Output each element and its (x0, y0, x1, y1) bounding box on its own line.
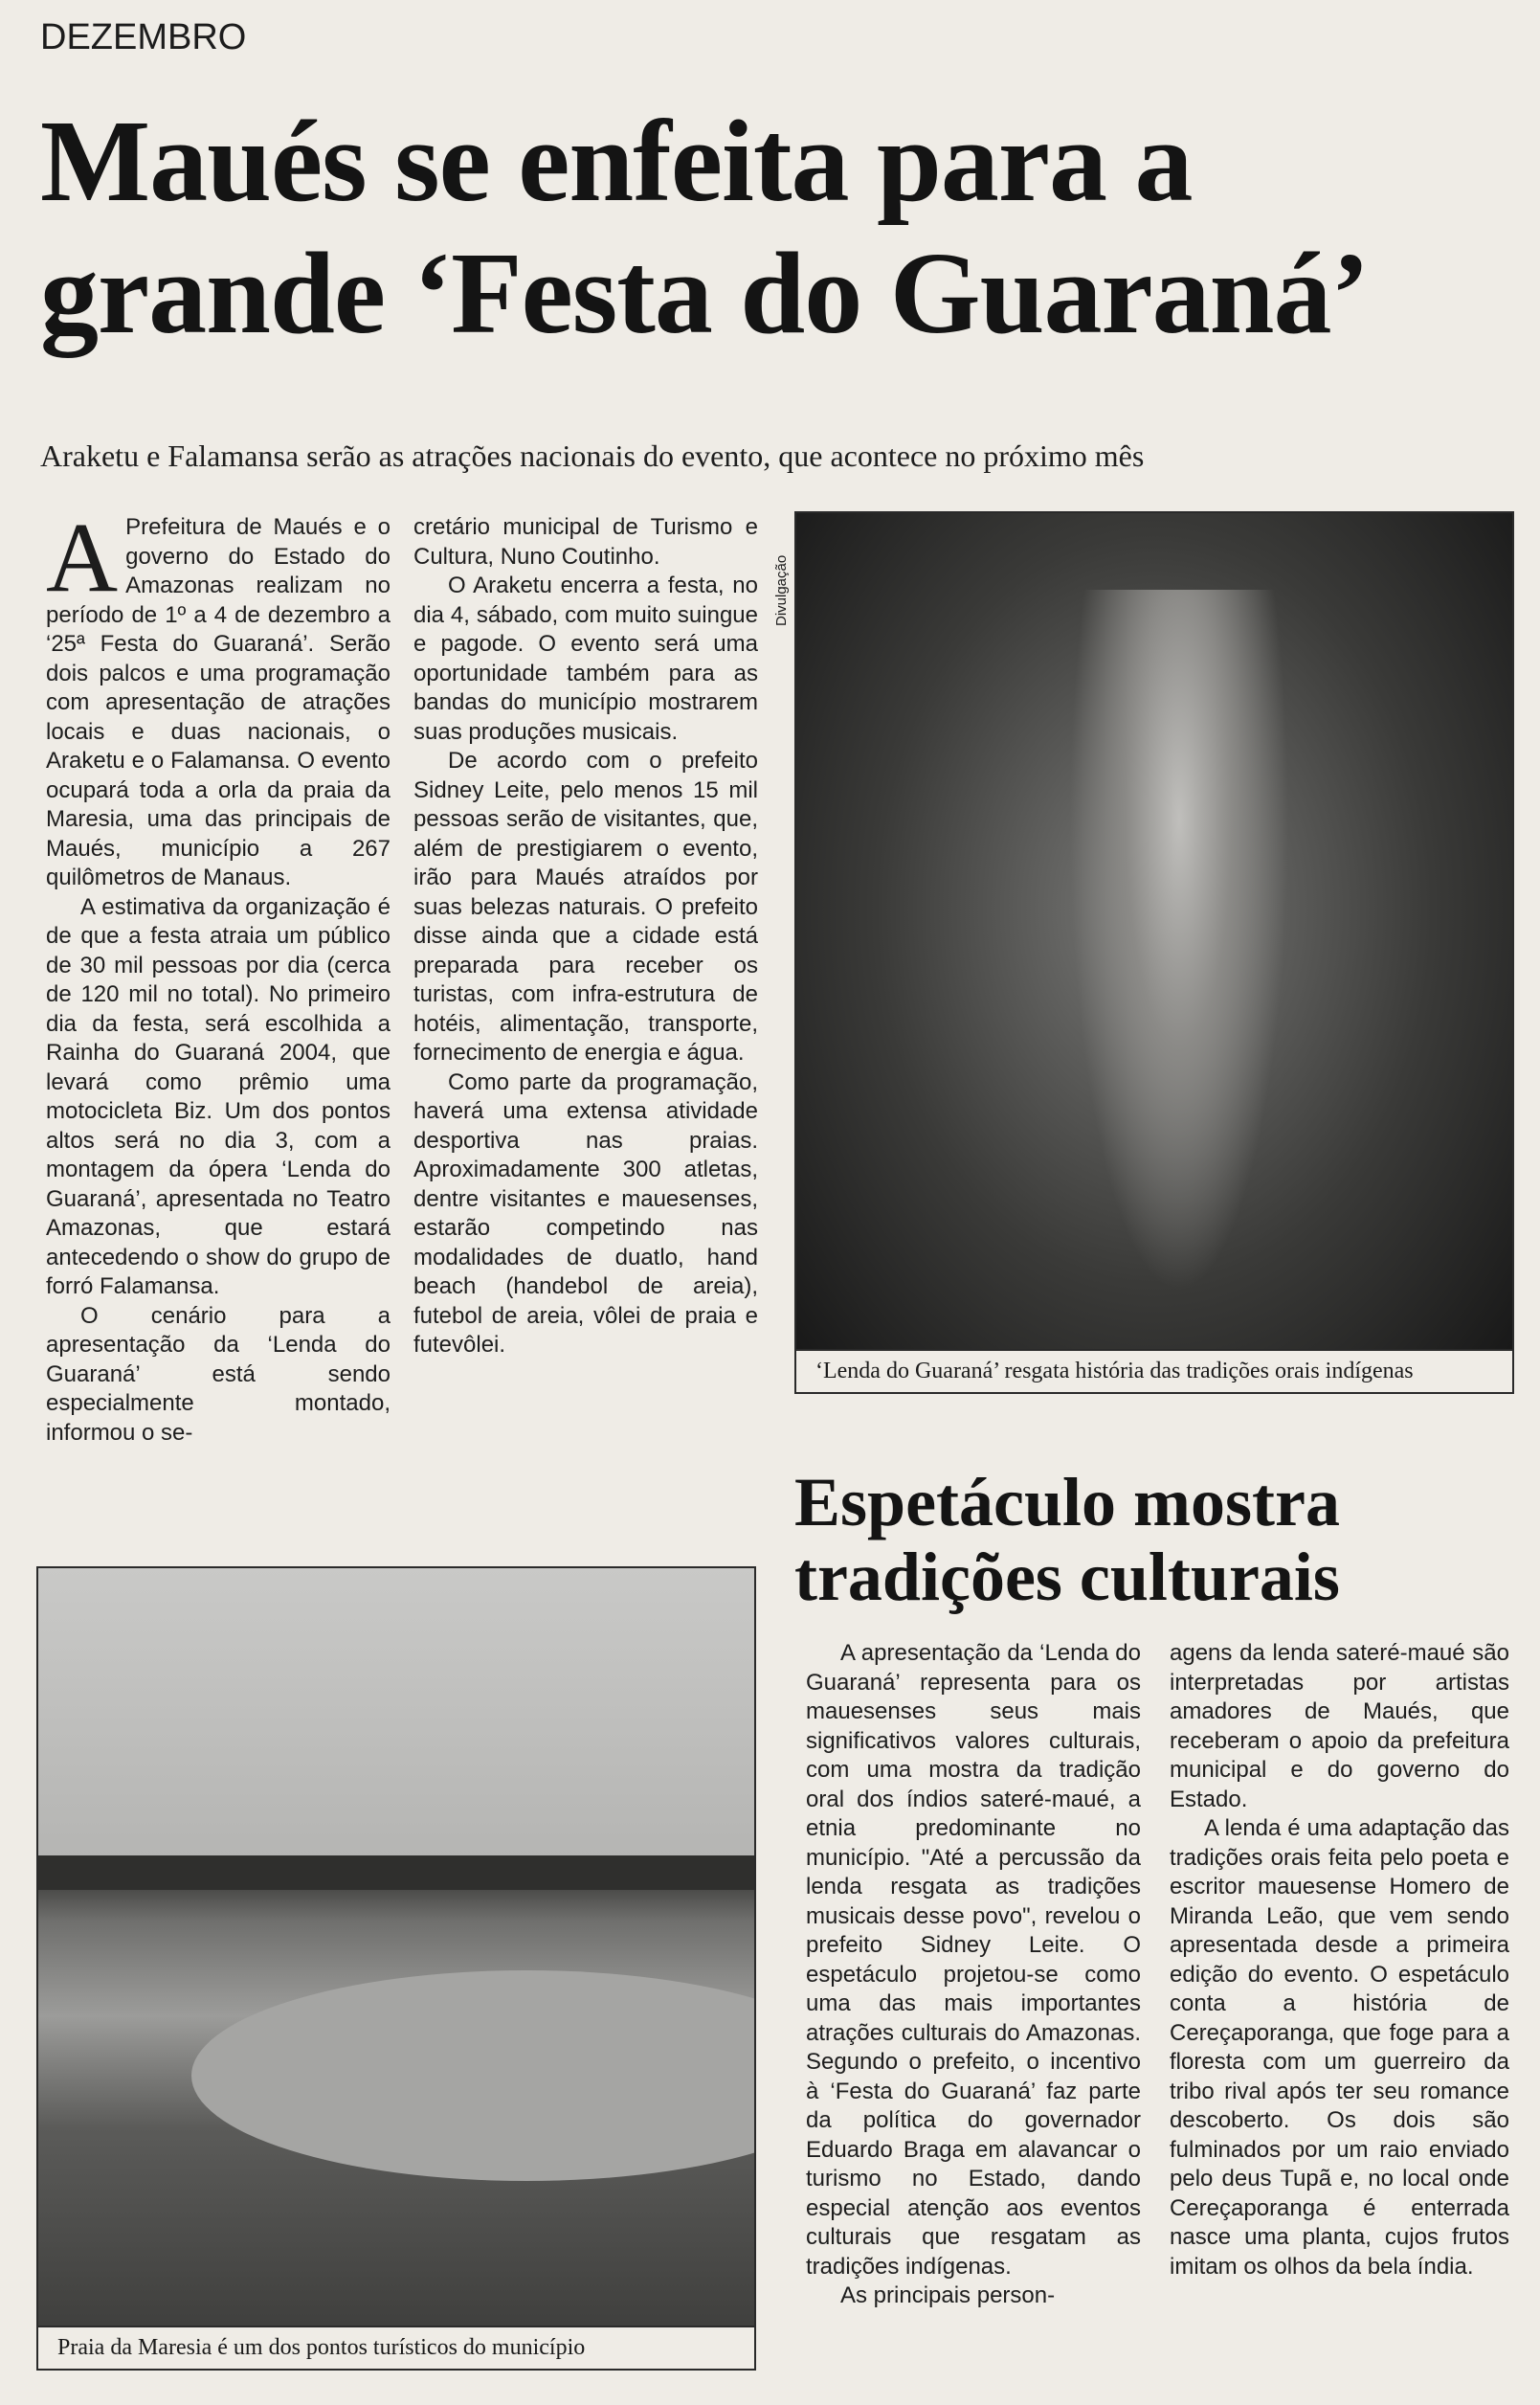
article-paragraph-4: cretário municipal de Turismo e Cultura, Nuno Coutinho. (413, 514, 758, 570)
sandbar-shape (191, 1970, 756, 2181)
article-paragraph-2: A estimativa da organização é de que a festa atraia um público de 30 mil pessoas por dia (cerca de 120 mil no total). No primeiro dia da festa, será escolhida a Rainha do Guaraná 2004, que levará como prêmio uma motocicleta Biz. Um dos pontos altos será no dia 3, com a montagem da ópera ‘Lenda do Guaraná’, apresentada no Teatro Amazonas, que estará antecedendo o show do grupo de forró Falamansa. (46, 893, 391, 1299)
section-label: DEZEMBRO (40, 17, 247, 57)
beach-photo (36, 1566, 756, 2371)
article-paragraph-6: De acordo com o prefeito Sidney Leite, pelo menos 15 mil pessoas serão de visitantes, que, além de prestigiarem o evento, irão para Maués atraídos por suas belezas naturais. O prefeito disse ainda que a cidade está preparada para receber os turistas, com infra-estrutura de hotéis, alimentação, transporte, fornecimento de energia e água. (413, 748, 758, 1066)
second-paragraph-2: As principais person- (840, 2282, 1056, 2308)
article-column-2 (413, 513, 758, 1360)
drop-cap: A (46, 503, 119, 613)
article-paragraph-3: O cenário para a apresentação da ‘Lenda do Guaraná’ está sendo especialmente montado, informou o se- (46, 1302, 391, 1446)
dancer-photo-caption: ‘Lenda do Guaraná’ resgata história das tradições orais indígenas (796, 1349, 1512, 1392)
treeline-shape (38, 1855, 754, 1890)
second-article-column-2 (1170, 1639, 1509, 2281)
second-paragraph-1: A apresentação da ‘Lenda do Guaraná’ representa para os mauesenses seus mais significativos valores culturais, com uma mostra da tradição oral dos índios sateré-maué, a etnia predominante no município. "Até a percussão da lenda resgata as tradições musicais desse povo", revelou o prefeito Sidney Leite. O espetáculo projetou-se como uma das mais importantes atrações culturais do Amazonas. Segundo o prefeito, o incentivo à ‘Festa do Guaraná’ faz parte da política do governador Eduardo Braga em alavancar o turismo no Estado, dando especial atenção aos eventos culturais que resgatam as tradições indígenas. (806, 1640, 1141, 2280)
article-paragraph-1: A Prefeitura de Maués e o governo do Estado do Amazonas realizam no período de 1º a 4 de dezembro a ‘25ª Festa do Guaraná’. Serão dois palcos e uma programação com apresentação de atrações locais e duas nacionais, o Araketu e o Falamansa. O evento ocupará toda a orla da praia da Maresia, uma das principais de Maués, município a 267 quilômetros de Manaus. (46, 503, 391, 890)
dancer-figure (1055, 590, 1304, 1356)
article-column-1 (46, 503, 391, 1448)
article-paragraph-5: O Araketu encerra a festa, no dia 4, sábado, com muito suingue e pagode. O evento será uma oportunidade também para as bandas do município mostrarem suas produções musicais. (413, 573, 758, 745)
article-paragraph-7: Como parte da programação, haverá uma extensa atividade desportiva nas praias. Aproximadamente 300 atletas, dentre visitantes e mauesenses, estarão competindo nas modalidades de duatlo, hand beach (handebol de areia), futebol de areia, vôlei de praia e futevôlei. (413, 1068, 758, 1358)
second-paragraph-3: agens da lenda sateré-maué são interpretadas por artistas amadores de Maués, que receberam o apoio da prefeitura municipal e do governo do Estado. (1170, 1640, 1509, 1812)
dancer-photo (794, 511, 1514, 1394)
beach-photo-caption: Praia da Maresia é um dos pontos turísticos do município (38, 2326, 754, 2369)
second-article-column-1 (806, 1639, 1141, 2311)
photo-credit: Divulgação (773, 554, 790, 626)
second-paragraph-4: A lenda é uma adaptação das tradições orais feita pelo poeta e escritor mauesense Homero de Miranda Leão, que vem sendo apresentada desde a primeira edição do evento. O espetáculo conta a história de Cereçaporanga, que foge para a floresta com um guerreiro da tribo rival após ter seu romance descoberto. Os dois são fulminados por um raio enviado pelo deus Tupã e, no local onde Cereçaporanga é enterrada nasce uma planta, cujos frutos imitam os olhos da bela índia. (1170, 1815, 1509, 2280)
main-headline: Maués se enfeita para a grande ‘Festa do Guaraná’ (40, 97, 1370, 358)
subheadline: Araketu e Falamansa serão as atrações nacionais do evento, que acontece no próximo mês (40, 438, 1145, 473)
second-headline: Espetáculo mostra tradições culturais (794, 1464, 1340, 1615)
